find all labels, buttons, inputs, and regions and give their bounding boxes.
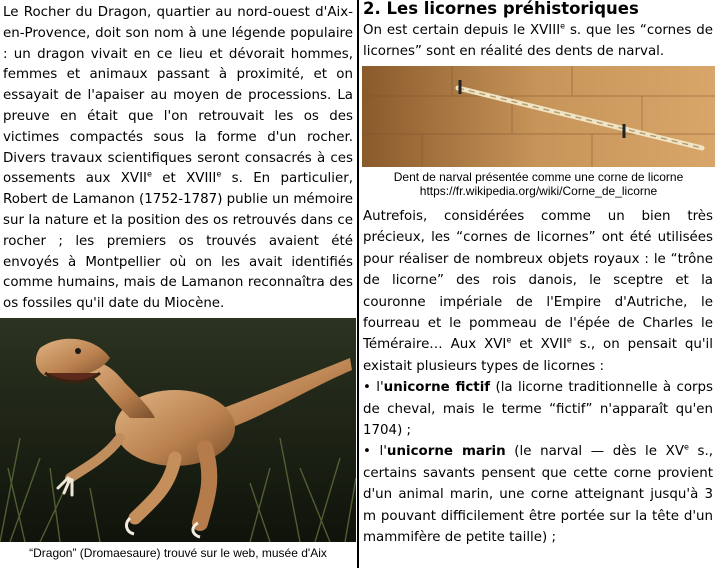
century-roman: XVII: [540, 337, 567, 353]
paragraph-text: s., on pensait qu'il existait plusieurs types de licornes :: [363, 337, 714, 374]
left-column: [0, 0, 356, 568]
century-roman: XVII: [120, 171, 147, 187]
dino-caption: “Dragon” (Dromaesaure) trouvé sur le web, musée d'Aix: [29, 546, 327, 560]
bullet-text: s., certains savants pensent que cette corne provient d'un animal marin, une corne atteignant jusqu'à 3 m pouvant difficilement être portée sur la tête d'un mammifère de petite taille) ;: [363, 444, 714, 546]
dromaeosaur-photo: [0, 318, 356, 542]
paragraph-text: Le Rocher du Dragon, quartier au nord-ouest d'Aix-en-Provence, doit son nom à une légende populaire : un dragon vivait en ce lieu et dévorait hommes, femmes et animaux passant à proximité, et on essayait de l'apaiser au moyen de processions. La preuve en était que l'on retrouvait les os des victimes compactés sous la forme d'un rocher. Divers travaux scientifiques seront consacrés à ces ossements aux: [3, 5, 353, 187]
connector-text: et: [511, 337, 541, 353]
narwhal-caption: [362, 170, 715, 198]
century-roman: XVI: [484, 337, 507, 353]
century-superscript: e: [566, 335, 572, 345]
century-roman: XV: [665, 444, 684, 460]
bullet-text: (la licorne traditionnelle à corps de cheval, mais le terme “fictif” n'apparaît qu'en 1704) ;: [363, 380, 714, 439]
paragraph-text: Autrefois, considérées comme un bien très précieux, les “cornes de licornes” ont été utilisées pour réaliser de nombreux objets royaux : le “trône de licorne” des rois danois, le sceptre et la couronne impériale de l'Empire d'Autriche, le fourreau et le pommeau de l'épée de Charles le Téméraire… Aux: [363, 209, 713, 353]
paragraph-text: s. En particulier, Robert de Lamanon (1752-1787) publie un mémoire sur la nature et la position des os retrouvés dans ce rocher ; les premiers os trouvés avaient été envoyés à Montpellier où on les avait identifiés comme humains, mais de Lamanon reconnaîtra des os fossiles qu'il date du Miocène.: [3, 171, 354, 312]
bullet-marin: [363, 441, 713, 548]
dragon-rock-paragraph: [3, 3, 353, 315]
intro-text: On est certain depuis le: [363, 23, 530, 38]
bullet-text: (le narval — dès le: [505, 444, 666, 460]
intro-paragraph: [363, 21, 713, 63]
bullet-term: unicorne marin: [386, 444, 506, 460]
bullet-prefix: l': [376, 380, 384, 396]
bullet-marker: •: [363, 444, 380, 460]
bullet-term: unicorne fictif: [383, 380, 491, 396]
caption-line-1: Dent de narval présentée comme une corne de licorne: [393, 170, 684, 184]
connector-text: et: [151, 171, 187, 187]
column-divider: [357, 0, 359, 568]
section-heading: 2. Les licornes préhistoriques: [363, 0, 639, 18]
unicorn-paragraph: [363, 206, 713, 549]
dromaeosaur-illustration: [0, 318, 356, 542]
century-superscript: e: [216, 169, 222, 179]
century-roman: XVIII: [529, 23, 561, 38]
century-superscript: e: [146, 169, 152, 179]
century-superscript: e: [560, 21, 566, 31]
intro-text: s. que les “cornes de licornes” sont en réalité des dents de narval.: [363, 23, 713, 59]
bullet-marker: •: [363, 380, 377, 396]
right-column: [362, 0, 715, 568]
bullet-fictif: [363, 377, 713, 441]
narwhal-tusk-photo: [362, 66, 715, 167]
caption-url: https://fr.wikipedia.org/wiki/Corne_de_licorne: [419, 184, 658, 198]
century-superscript: e: [683, 443, 689, 452]
unicorn-intro: [363, 206, 713, 377]
bullet-prefix: l': [379, 444, 387, 460]
century-superscript: e: [506, 335, 512, 345]
narwhal-tusk-illustration: [362, 66, 715, 167]
century-roman: XVIII: [186, 171, 217, 187]
